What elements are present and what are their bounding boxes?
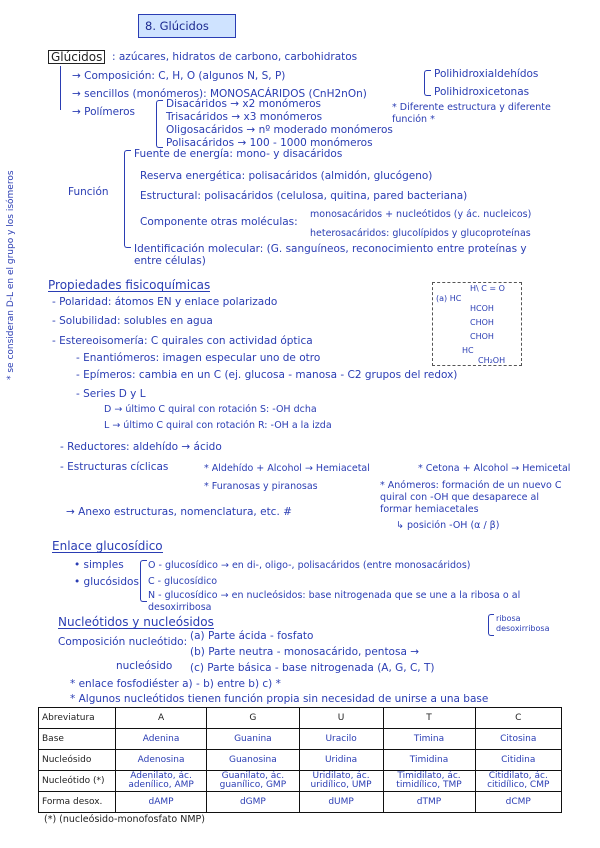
molecule-anomer: (a) HC (436, 294, 462, 303)
prop-series: - Series D y L (76, 388, 146, 400)
prop-polarity: - Polaridad: átomos EN y enlace polarizado (52, 296, 278, 308)
table-cell: Timidilato, ác. timidílico, TMP (383, 771, 475, 792)
glycosidic-brace (140, 560, 147, 602)
table-header-row (39, 708, 562, 729)
molecule-c5: HC (462, 346, 474, 355)
nucleotide-part-b: (b) Parte neutra - monosacárido, pentosa → (190, 646, 420, 658)
table-header-cell: A (116, 708, 207, 729)
pentose-deoxyribose: desoxirribosa (496, 624, 550, 633)
polymer-brace (156, 100, 163, 148)
table-cell: Uridina (299, 750, 383, 771)
prop-cyclic: - Estructuras cíclicas (60, 461, 169, 473)
table-cell: Timidina (383, 750, 475, 771)
nucleotide-composition: Composición nucleótido: (58, 636, 188, 648)
table-header-cell: C (475, 708, 562, 729)
prop-enantiomers: - Enantiómeros: imagen especular uno de otro (76, 352, 321, 364)
term-glucidos: Glúcidos (48, 50, 105, 64)
ketoses: Polihidroxicetonas (434, 86, 530, 98)
table-row-label: Nucleósido (39, 750, 116, 771)
function-brace (124, 150, 131, 248)
function-reserve: Reserva energética: polisacáridos (almidón, glucógeno) (140, 170, 433, 182)
nucleotides-title: Nucleótidos y nucleósidos (58, 615, 214, 629)
molecule-c2: HCOH (470, 304, 494, 313)
table-cell: Guanosina (207, 750, 300, 771)
table-cell: Adenosina (116, 750, 207, 771)
function-label: Función (68, 186, 109, 198)
table-row-label: Forma desox. (39, 792, 116, 813)
glycosidic-c: C - glucosídico (148, 576, 218, 587)
polymer-poli: Polisacáridos → 100 - 1000 monómeros (166, 137, 373, 149)
table-header-cell: T (383, 708, 475, 729)
bases-table (38, 707, 562, 813)
mono-brace (424, 70, 431, 96)
component-nucleotides: monosacáridos + nucleótidos (y ác. nucleicos) (310, 209, 532, 220)
table-cell: dUMP (299, 792, 383, 813)
table-row (39, 729, 562, 750)
nucleotide-part-c: (c) Parte básica - base nitrogenada (A, G, C, T) (190, 662, 435, 674)
table-cell: dAMP (116, 792, 207, 813)
polymer-oligo: Oligosacáridos → nº moderado monómeros (166, 124, 393, 136)
title-box (138, 14, 236, 38)
component-heterosaccharides: heterosacáridos: glucolípidos y glucoproteínas (310, 228, 531, 239)
function-component: Componente otras moléculas: (140, 216, 298, 228)
function-identification: Identificación molecular: (G. sanguíneos, reconocimiento entre proteínas y entre células) (134, 243, 527, 267)
function-structural: Estructural: polisacáridos (celulosa, quitina, pared bacteriana) (140, 190, 468, 202)
structure-note: * Diferente estructura y diferente función * (392, 102, 551, 125)
nucleoside-label: nucleósido (116, 660, 173, 672)
phosphodiester-bond: * enlace fosfodiéster a) - b) entre b) c) * (70, 678, 281, 690)
table-cell: Guanina (207, 729, 300, 750)
polymer-tri: Trisacáridos → x3 monómeros (166, 111, 323, 123)
glycosidic-types-label: • glucósidos (74, 576, 139, 588)
polymer-di: Disacáridos → x2 monómeros (166, 98, 322, 110)
glycosidic-n: N - glucosídico → en nucleósidos: base nitrogenada que se une a la ribosa o al desoxirribosa (148, 590, 521, 613)
synonyms: : azúcares, hidratos de carbono, carbohidratos (112, 51, 358, 63)
polymers-label: → Polímeros (72, 106, 136, 118)
prop-series-l: L → último C quiral con rotación R: -OH a la izda (104, 420, 332, 431)
glycosidic-simple: • simples (74, 559, 124, 571)
simple-monosaccharides: → sencillos (monómeros): MONOSACÁRIDOS (CnH2nOn) (72, 88, 367, 100)
molecule-c3: CHOH (470, 318, 494, 327)
nucleotide-part-a: (a) Parte ácida - fosfato (190, 630, 314, 642)
table-row (39, 750, 562, 771)
page-title: 8. Glúcidos (145, 19, 209, 33)
nucleotide-function-note: * Algunos nucleótidos tienen función propia sin necesidad de unirse a una base (70, 693, 489, 705)
table-row (39, 792, 562, 813)
table-footnote: (*) (nucleósido-monofosfato NMP) (44, 814, 205, 825)
side-note: * se consideran D-L en el grupo y los isómeros (6, 170, 16, 380)
table-cell: Citidina (475, 750, 562, 771)
table-header-cell: U (299, 708, 383, 729)
table-cell: Guanilato, ác. guanílico, GMP (207, 771, 300, 792)
pentose-ribose: ribosa (496, 614, 521, 623)
table-cell: Uridilato, ác. uridílico, UMP (299, 771, 383, 792)
properties-title: Propiedades fisicoquímicas (48, 278, 211, 292)
pentose-brace (488, 614, 494, 636)
aldoses: Polihidroxialdehídos (434, 68, 539, 80)
prop-solubility: - Solubilidad: solubles en agua (52, 315, 213, 327)
prop-series-d: D → último C quiral con rotación S: -OH dcha (104, 404, 317, 415)
table-cell: Timina (383, 729, 475, 750)
prop-epimers: - Epímeros: cambia en un C (ej. glucosa - manosa - C2 grupos del redox) (76, 369, 458, 381)
table-header-cell: Abreviatura (39, 708, 116, 729)
prop-furanoses: * Furanosas y piranosas (204, 481, 318, 492)
table-row (39, 771, 562, 792)
table-cell: Uracilo (299, 729, 383, 750)
molecule-c4: CHOH (470, 332, 494, 341)
glycosidic-o: O - glucosídico → en di-, oligo-, polisacáridos (entre monosacáridos) (148, 560, 471, 571)
function-energy: Fuente de energía: mono- y disacáridos (134, 148, 343, 160)
prop-anomers: * Anómeros: formación de un nuevo C quiral con -OH que desaparece al formar hemiacetales (380, 480, 562, 515)
molecule-top: H\ C = O (470, 284, 505, 293)
prop-stereo: - Estereoisomería: C quirales con actividad óptica (52, 335, 313, 347)
molecule-c6: CH₂OH (478, 356, 506, 365)
prop-reducers: - Reductores: aldehído → ácido (60, 441, 222, 453)
table-row-label: Nucleótido (*) (39, 771, 116, 792)
table-cell: dGMP (207, 792, 300, 813)
table-cell: Adenina (116, 729, 207, 750)
table-cell: Citosina (475, 729, 562, 750)
prop-hemicetal: * Cetona + Alcohol → Hemicetal (418, 463, 571, 474)
table-cell: dTMP (383, 792, 475, 813)
annex-note: → Anexo estructuras, nomenclatura, etc. # (66, 506, 292, 518)
intro-connector (60, 66, 61, 110)
table-header-cell: G (207, 708, 300, 729)
table-cell: Adenilato, ác. adenílico, AMP (116, 771, 207, 792)
glycosidic-title: Enlace glucosídico (52, 539, 163, 553)
table-cell: Citidilato, ác. citidílico, CMP (475, 771, 562, 792)
composition: → Composición: C, H, O (algunos N, S, P) (72, 70, 286, 82)
table-row-label: Base (39, 729, 116, 750)
prop-hemiacetal: * Aldehído + Alcohol → Hemiacetal (204, 463, 370, 474)
prop-oh-position: ↳ posición -OH (α / β) (396, 520, 500, 531)
table-cell: dCMP (475, 792, 562, 813)
